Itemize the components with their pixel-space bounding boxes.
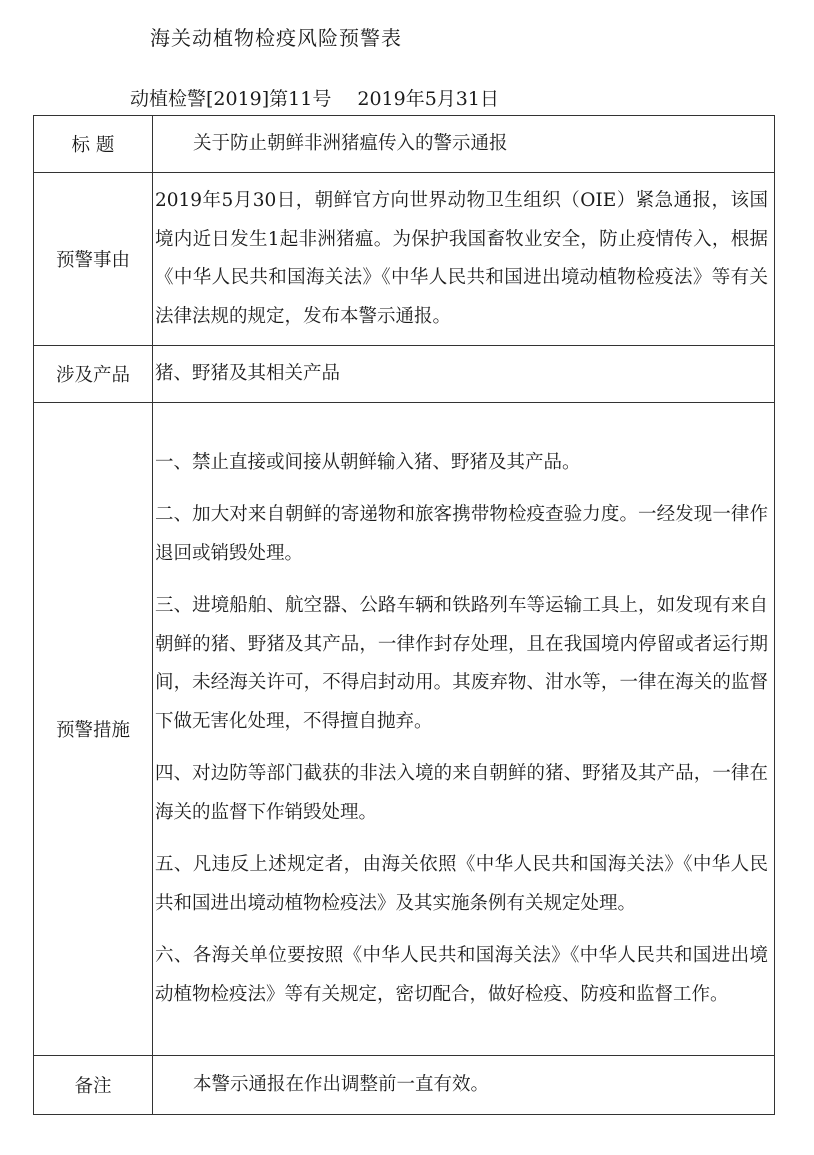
table-row-remark: [34, 1056, 775, 1115]
row-value-measures: [153, 403, 775, 1056]
document-number: 动植检警[2019]第11号: [130, 88, 332, 110]
row-value-title: 关于防止朝鲜非洲猪瘟传入的警示通报: [153, 116, 775, 173]
measure-item-4: 四、对边防等部门截获的非法入境的来自朝鲜的猪、野猪及其产品，一律在海关的监督下作销毁处理。: [155, 763, 768, 823]
warning-table: [33, 115, 775, 1115]
table-row-products: [34, 346, 775, 403]
row-label-measures-text: 预警措施: [55, 720, 130, 741]
row-label-remark-text: 备注: [74, 1076, 112, 1097]
table-row-measures: [34, 403, 775, 1056]
row-value-reason: 2019年5月30日，朝鲜官方向世界动物卫生组织（OIE）紧急通报，该国境内近日发生1起非洲猪瘟。为保护我国畜牧业安全，防止疫情传入，根据《中华人民共和国海关法》《中华人民共和国进出境动植物检疫法》等有关法律法规的规定，发布本警示通报。: [153, 173, 775, 346]
row-label-products: [34, 346, 153, 403]
table-row-reason: [34, 173, 775, 346]
row-label-measures: [34, 403, 153, 1056]
measure-item-6: 六、各海关单位要按照《中华人民共和国海关法》《中华人民共和国进出境动植物检疫法》等有关规定，密切配合，做好检疫、防疫和监督工作。: [155, 945, 768, 1005]
row-label-remark: [34, 1056, 153, 1115]
row-value-remark: 本警示通报在作出调整前一直有效。: [153, 1056, 775, 1115]
row-label-reason-text: 预警事由: [55, 250, 130, 271]
document-date: 2019年5月31日: [357, 88, 499, 110]
document-reference-line: [130, 84, 499, 111]
row-value-products: 猪、野猪及其相关产品: [153, 346, 775, 403]
row-label-title-text: 标 题: [71, 135, 115, 156]
row-label-title: [34, 116, 153, 173]
measure-item-1: 一、禁止直接或间接从朝鲜输入猪、野猪及其产品。: [155, 451, 581, 473]
row-label-reason: [34, 173, 153, 346]
measure-item-3: 三、进境船舶、航空器、公路车辆和铁路列车等运输工具上，如发现有来自朝鲜的猪、野猪及其产品，一律作封存处理，且在我国境内停留或者运行期间，未经海关许可，不得启封动用。其废弃物、泔水等，一律在海关的监督下做无害化处理，不得擅自抛弃。: [155, 595, 768, 732]
measure-item-5: 五、凡违反上述规定者，由海关依照《中华人民共和国海关法》《中华人民共和国进出境动植物检疫法》及其实施条例有关规定处理。: [155, 854, 768, 914]
measure-item-2: 二、加大对来自朝鲜的寄递物和旅客携带物检疫查验力度。一经发现一律作退回或销毁处理。: [155, 504, 768, 564]
table-row-title: [34, 116, 775, 173]
row-label-products-text: 涉及产品: [55, 365, 130, 386]
document-title: 海关动植物检疫风险预警表: [150, 26, 402, 50]
